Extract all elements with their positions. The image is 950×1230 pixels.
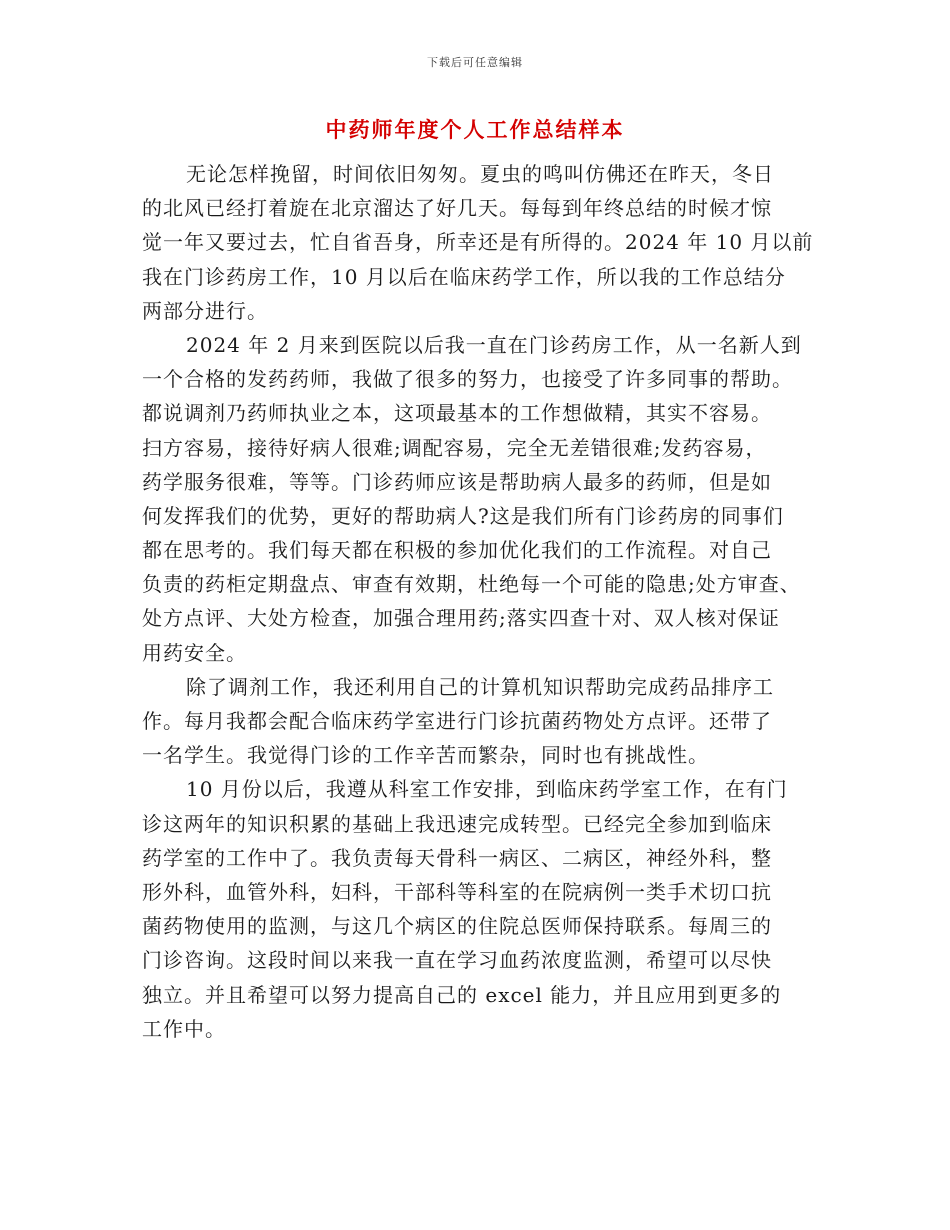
text-line: 一个合格的发药药师，我做了很多的努力，也接受了许多同事的帮助。 xyxy=(142,367,793,392)
text-line: 形外科，血管外科，妇科，干部科等科室的在院病例一类手术切口抗 xyxy=(142,879,772,904)
page-header-note: 下载后可任意编辑 xyxy=(427,56,523,69)
paragraph-2 xyxy=(142,328,822,670)
text-line: 处方点评、大处方检查，加强合理用药;落实四查十对、双人核对保证 xyxy=(142,606,780,631)
text-line: 作。每月我都会配合临床药学室进行门诊抗菌药物处方点评。还带了 xyxy=(142,709,772,733)
text-line: 用药安全。 xyxy=(142,640,247,665)
text-line: 扫方容易，接待好病人很难;调配容易，完全无差错很难;发药容易， xyxy=(142,435,767,460)
text-line: 2024 年 2 月来到医院以后我一直在门诊药房工作，从一名新人到 xyxy=(186,332,802,357)
text-line: 诊这两年的知识积累的基础上我迅速完成转型。已经完全参加到临床 xyxy=(142,811,772,836)
text-line: 门诊咨询。这段时间以来我一直在学习血药浓度监测，希望可以尽快 xyxy=(142,948,772,973)
text-line: 药学室的工作中了。我负责每天骨科一病区、二病区，神经外科，整 xyxy=(142,845,772,870)
text-line: 工作中。 xyxy=(142,1016,226,1041)
text-line: 都说调剂乃药师执业之本，这项最基本的工作想做精，其实不容易。 xyxy=(142,401,772,426)
paragraph-3 xyxy=(142,670,822,773)
text-line: 药学服务很难，等等。门诊药师应该是帮助病人最多的药师，但是如 xyxy=(142,469,772,494)
text-line: 何发挥我们的优势，更好的帮助病人?这是我们所有门诊药房的同事们 xyxy=(142,503,784,528)
text-line: 负责的药柜定期盘点、审查有效期，杜绝每一个可能的隐患;处方审查、 xyxy=(142,572,801,597)
text-line: 除了调剂工作，我还利用自己的计算机知识帮助完成药品排序工 xyxy=(186,674,774,699)
text-line: 独立。并且希望可以努力提高自己的 excel 能力，并且应用到更多的 xyxy=(142,982,782,1007)
paragraph-1 xyxy=(142,157,822,328)
text-line: 无论怎样挽留，时间依旧匆匆。夏虫的鸣叫仿佛还在昨天，冬日 xyxy=(186,162,774,186)
text-line: 我在门诊药房工作，10 月以后在临床药学工作，所以我的工作总结分 xyxy=(142,264,786,289)
text-line: 菌药物使用的监测，与这几个病区的住院总医师保持联系。每周三的 xyxy=(142,914,772,939)
document-body xyxy=(142,157,822,1046)
text-line: 都在思考的。我们每天都在积极的参加优化我们的工作流程。对自己 xyxy=(142,538,772,563)
text-line: 10 月份以后，我遵从科室工作安排，到临床药学室工作，在有门 xyxy=(186,777,788,802)
text-line: 两部分进行。 xyxy=(142,298,268,323)
document-title: 中药师年度个人工作总结样本 xyxy=(325,117,625,142)
text-line: 觉一年又要过去，忙自省吾身，所幸还是有所得的。2024 年 10 月以前 xyxy=(142,230,814,255)
paragraph-4 xyxy=(142,772,822,1046)
text-line: 一名学生。我觉得门诊的工作辛苦而繁杂，同时也有挑战性。 xyxy=(142,743,709,768)
text-line: 的北风已经打着旋在北京溜达了好几天。每每到年终总结的时候才惊 xyxy=(142,196,772,221)
